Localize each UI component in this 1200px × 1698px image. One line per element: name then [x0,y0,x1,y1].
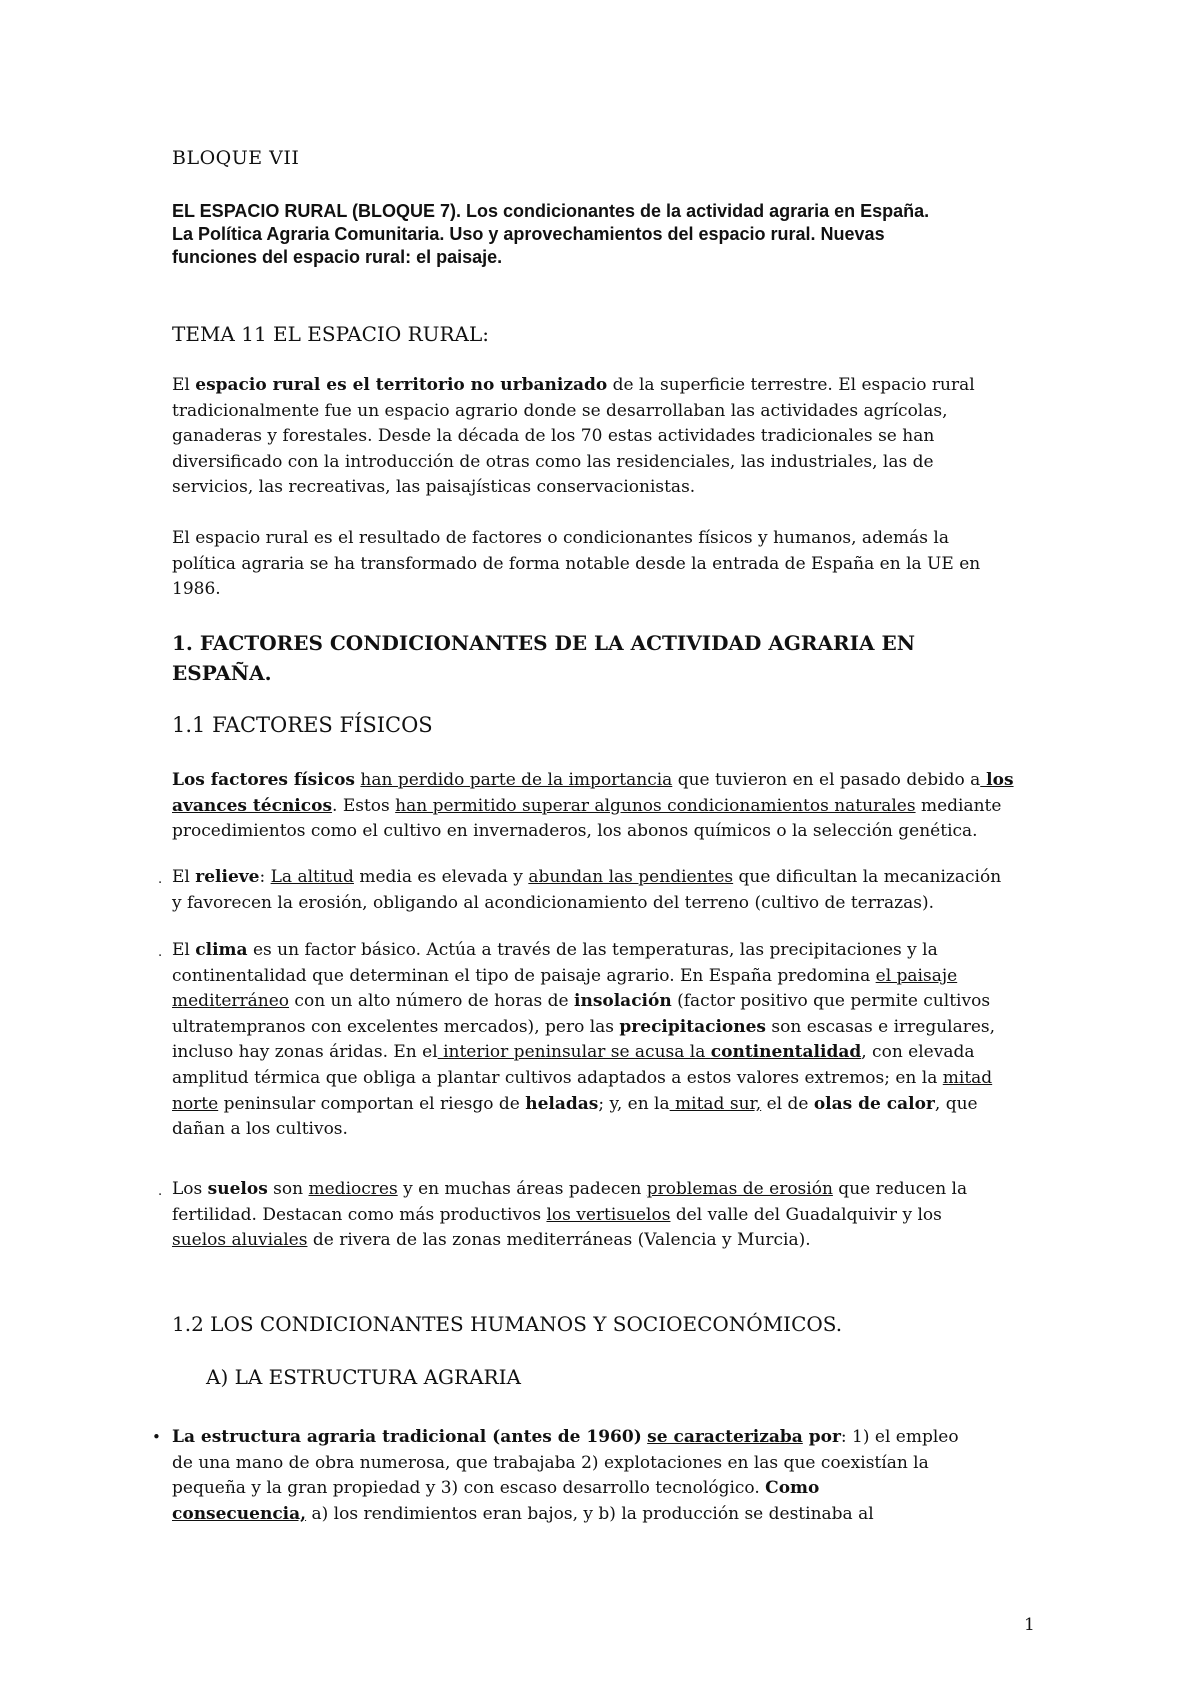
bold-term: precipitaciones [619,1016,766,1037]
text-run: fertilidad. Destacan como más productivos [172,1204,547,1225]
text-line [172,964,1052,990]
text-run: amplitud térmica que obliga a plantar cultivos adaptados a estos valores extremos; en la [172,1067,943,1088]
text-run: . Estos [332,795,396,816]
text-line [172,1228,1052,1254]
text-line [172,1502,1052,1528]
relief-paragraph [158,865,1052,916]
underlined-phrase: interior peninsular se acusa la [437,1042,711,1063]
underlined-phrase: el paisaje [875,965,958,986]
text-line [172,1066,1052,1092]
text-line [172,938,1052,964]
underlined-phrase: mitad [942,1067,993,1088]
underlined-phrase: han perdido parte de la importancia [360,770,673,790]
underlined-bold-term: los [980,770,1014,790]
list-marker: . [158,872,163,887]
bold-term: insolación [574,991,672,1012]
text-line [172,1015,1052,1041]
text-run: : 1) el empleo [840,1427,959,1447]
text-line: procedimientos como el cultivo en invernaderos, los abonos químicos o la selección genética. [172,821,978,842]
text-line [172,1476,1052,1502]
agrarian-structure-bullet [152,1425,1052,1527]
text-run: y en muchas áreas padecen [397,1179,647,1199]
underlined-phrase: norte [172,1093,219,1114]
text-line [172,768,1052,794]
text-run: de la superficie terrestre. El espacio rural [607,375,975,395]
underlined-bold-term: continentalidad [710,1042,862,1063]
text-line [172,794,1052,820]
section-1-2-heading: 1.2 LOS CONDICIONANTES HUMANOS Y SOCIOECONÓMICOS. [172,1312,843,1336]
text-run: : [259,867,271,887]
tema-heading: TEMA 11 EL ESPACIO RURAL: [172,322,490,346]
text-line [172,1177,1052,1203]
text-run: de rivera de las zonas mediterráneas (Valencia y Murcia). [307,1230,811,1251]
text-run: del valle del Guadalquivir y los [670,1204,942,1225]
bold-term: clima [195,940,248,960]
underlined-phrase: mitad sur, [669,1093,762,1114]
text-run: El [172,867,196,887]
bold-term: por [802,1427,841,1447]
underlined-bold-term: consecuencia, [172,1503,307,1524]
text-line: diversificado con la introducción de otras como las residenciales, las industriales, las de [172,451,934,472]
text-line [172,1425,1052,1451]
text-line: 1986. [172,579,221,600]
underlined-phrase: mediocres [308,1179,398,1199]
block-subtitle [172,200,929,269]
bold-term: heladas [525,1093,599,1114]
physical-factors-paragraph [172,768,1052,845]
list-marker: . [158,1184,163,1199]
underlined-phrase: suelos aluviales [172,1230,308,1251]
climate-paragraph [158,938,1052,1143]
text-run: El [172,375,196,395]
text-line: servicios, las recreativas, las paisajísticas conservacionistas. [172,477,696,498]
text-run: continentalidad que determinan el tipo de paisaje agrario. En España predomina [172,965,876,986]
bold-term: Los factores físicos [172,770,355,790]
text-line [172,1092,1052,1118]
soils-paragraph [158,1177,1052,1254]
text-run: a) los rendimientos eran bajos, y b) la producción se destinaba al [306,1503,874,1524]
text-run: son escasas e irregulares, [765,1016,996,1037]
page-number: 1 [1024,1615,1035,1635]
text-run: pequeña y la gran propiedad y 3) con escaso desarrollo tecnológico. [172,1478,766,1499]
text-run: con un alto número de horas de [289,991,574,1012]
subtitle-line: La Política Agraria Comunitaria. Uso y aprovechamientos del espacio rural. Nuevas [172,224,885,244]
underlined-phrase: mediterráneo [172,991,290,1012]
text-line [172,865,1052,891]
text-run: que tuvieron en el pasado debido a [672,770,981,790]
text-line: tradicionalmente fue un espacio agrario donde se desarrollaban las actividades agrícolas, [172,400,948,421]
underlined-phrase: problemas de erosión [646,1179,833,1199]
text-run: el de [761,1093,814,1114]
text-run: mediante [915,795,1002,816]
text-run: , que [934,1093,978,1114]
bullet-marker: • [152,1428,161,1446]
text-run: ; y, en la [598,1093,670,1114]
underlined-phrase: abundan las pendientes [528,867,734,887]
text-run: es un factor básico. Actúa a través de las temperaturas, las precipitaciones y la [247,940,938,960]
text-line [172,1203,1052,1229]
underlined-phrase: han permitido superar algunos condicionamientos naturales [395,795,916,816]
underlined-phrase: La altitud [270,867,354,887]
text-run: , con elevada [861,1042,975,1063]
intro-paragraph-1 [172,373,1052,501]
subtitle-line: funciones del espacio rural: el paisaje. [172,247,503,267]
text-line: política agraria se ha transformado de forma notable desde la entrada de España en la UE en [172,553,981,574]
list-marker: . [158,945,163,960]
text-run: que reducen la [832,1179,968,1199]
text-run: que dificultan la mecanización [733,867,1002,887]
text-line: de una mano de obra numerosa, que trabajaba 2) explotaciones en las que coexistían la [172,1452,929,1473]
subtitle-line: EL ESPACIO RURAL (BLOQUE 7). Los condicionantes de la actividad agraria en España. [172,201,930,221]
text-run: media es elevada y [353,867,529,887]
heading-line: ESPAÑA. [172,661,272,685]
text-run: son [267,1179,309,1199]
bold-term: La estructura agraria tradicional (antes de 1960) [172,1427,642,1447]
text-line [172,989,1052,1015]
underlined-phrase: los vertisuelos [546,1204,671,1225]
section-1-heading [172,628,915,688]
section-a-heading: A) LA ESTRUCTURA AGRARIA [206,1365,521,1389]
underlined-bold-term: se caracterizaba [647,1427,803,1447]
bold-term: suelos [207,1179,268,1199]
block-heading: BLOQUE VII [172,147,300,169]
text-run: (factor positivo que permite cultivos [671,991,991,1012]
text-run: ultratempranos con excelentes mercados), pero las [172,1016,620,1037]
text-run: El [172,940,196,960]
bold-term: relieve [195,867,260,887]
text-run: peninsular comportan el riesgo de [218,1093,526,1114]
text-run: incluso hay zonas áridas. En el [172,1042,438,1063]
underlined-bold-term: avances técnicos [172,795,333,816]
bold-term: Como [765,1478,820,1499]
bold-term: espacio rural es el territorio no urbanizado [195,375,608,395]
text-line: El espacio rural es el resultado de factores o condicionantes físicos y humanos, además la [172,528,949,548]
text-run: Los [172,1179,208,1199]
text-line: dañan a los cultivos. [172,1119,348,1140]
section-1-1-heading: 1.1 FACTORES FÍSICOS [172,713,433,737]
text-line: y favorecen la erosión, obligando al acondicionamiento del terreno (cultivo de terrazas). [172,892,934,913]
bold-term: olas de calor [813,1093,935,1114]
heading-line: 1. FACTORES CONDICIONANTES DE LA ACTIVIDAD AGRARIA EN [172,631,916,655]
text-line: ganaderas y forestales. Desde la década de los 70 estas actividades tradicionales se han [172,426,935,447]
text-line [172,373,1052,399]
intro-paragraph-2 [172,526,1052,603]
text-line [172,1040,1052,1066]
